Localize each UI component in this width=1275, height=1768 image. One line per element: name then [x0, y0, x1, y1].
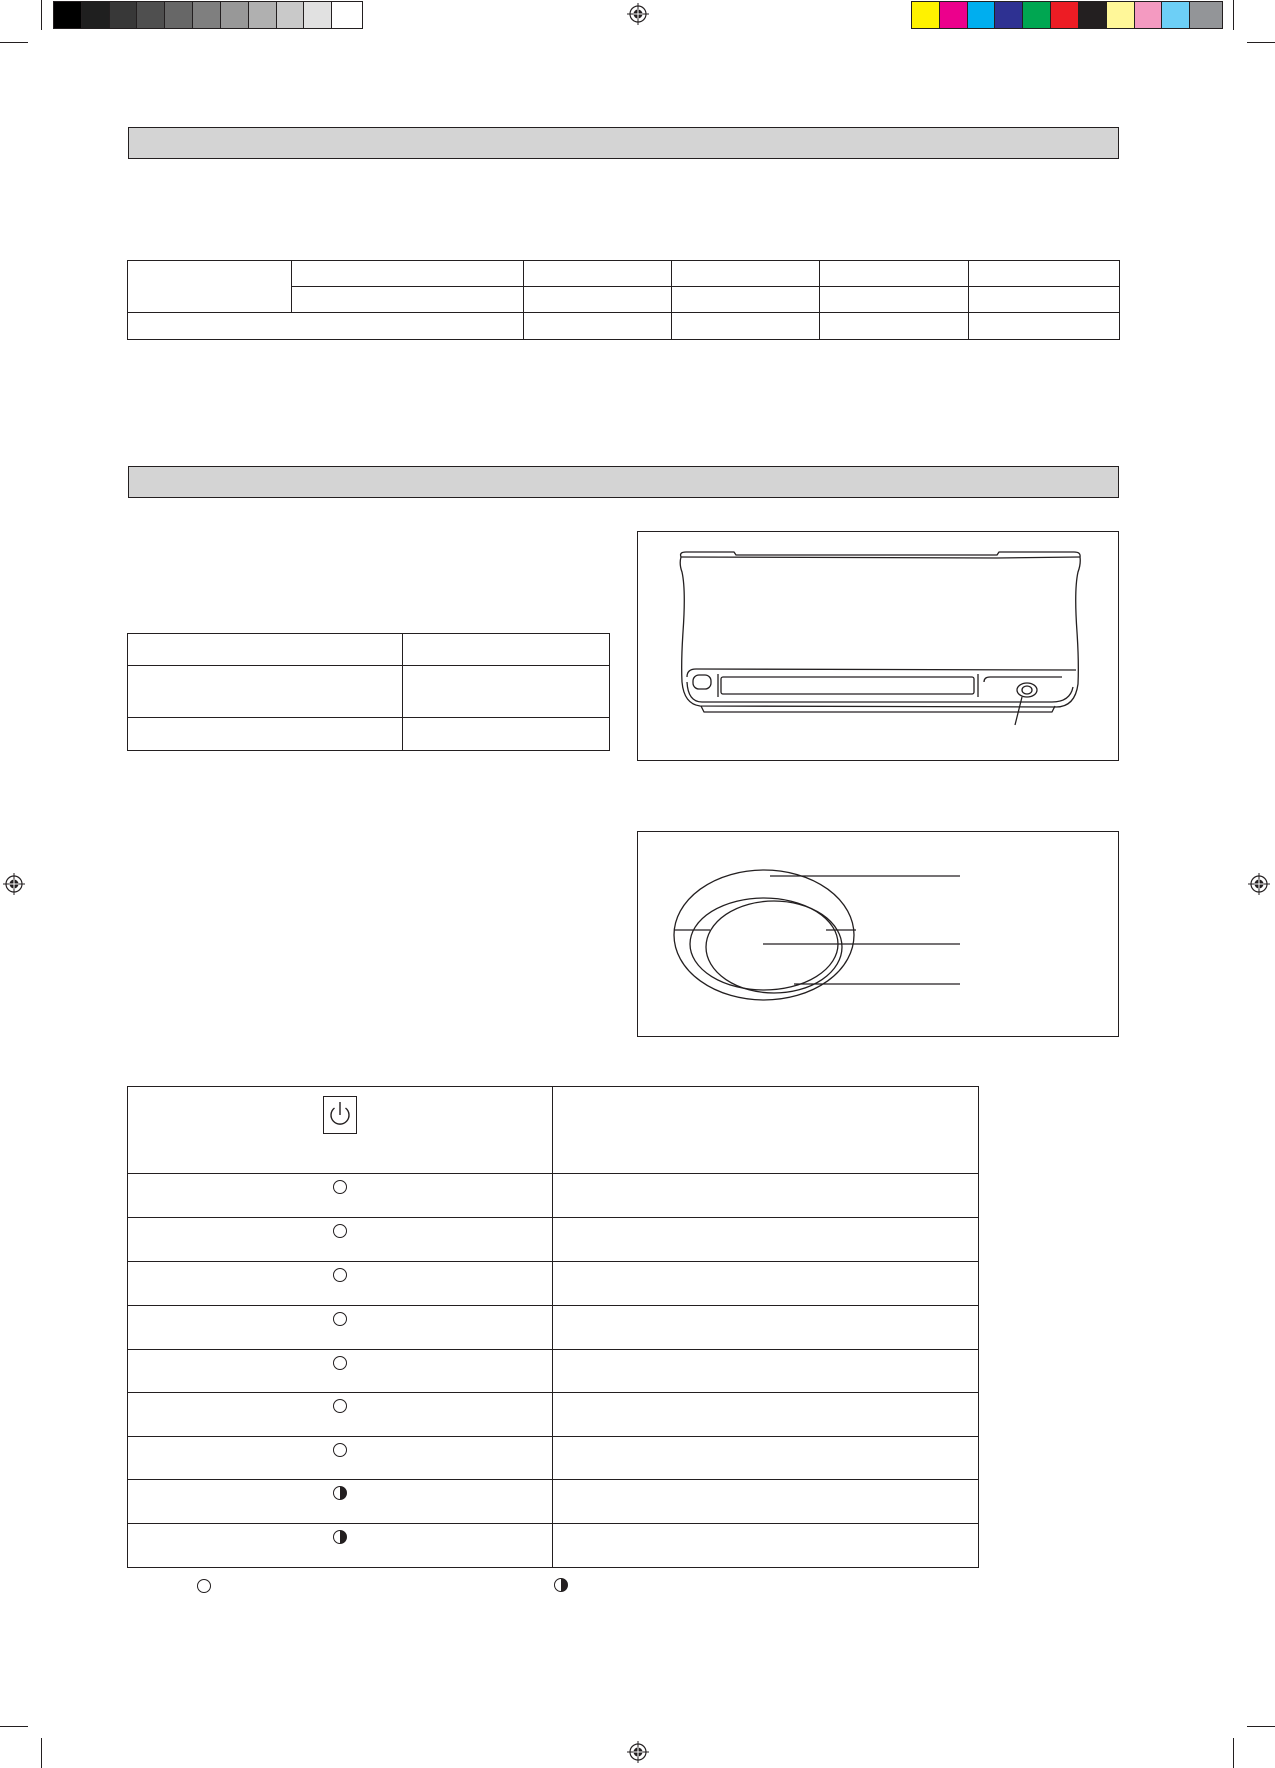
indicator-lamp-figure	[637, 831, 1119, 1037]
table-cell	[553, 1524, 979, 1568]
crop-mark	[1233, 1738, 1234, 1768]
lamp-off-icon	[333, 1268, 347, 1282]
table-row	[128, 313, 1120, 340]
lamp-off-icon	[333, 1356, 347, 1370]
indicator-lamp-icon	[638, 832, 1118, 1036]
indicator-table	[127, 1086, 979, 1568]
swatch	[1107, 2, 1135, 28]
crop-mark	[1247, 42, 1275, 43]
table-cell	[128, 1524, 553, 1568]
table-cell	[128, 1174, 553, 1218]
table-cell	[672, 313, 820, 340]
table-cell	[403, 666, 610, 718]
crop-mark	[1233, 0, 1234, 30]
color-bar	[911, 1, 1223, 29]
table-cell	[820, 313, 969, 340]
indoor-unit-icon	[638, 532, 1118, 760]
table-cell	[553, 1262, 979, 1306]
lamp-off-icon	[197, 1579, 211, 1593]
lamp-off-icon	[333, 1224, 347, 1238]
table-cell	[292, 261, 524, 287]
table-cell	[553, 1218, 979, 1262]
table-cell	[128, 1480, 553, 1524]
table-row	[128, 1480, 979, 1524]
table-cell	[553, 1087, 979, 1174]
lamp-off-icon	[333, 1399, 347, 1413]
crop-mark	[0, 1726, 28, 1727]
registration-mark-left	[3, 873, 25, 895]
table-cell	[128, 1218, 553, 1262]
swatch	[1135, 2, 1163, 28]
registration-mark-right	[1248, 873, 1270, 895]
table-cell	[128, 718, 403, 751]
swatch	[82, 2, 110, 28]
table-cell	[672, 287, 820, 313]
table-cell	[403, 718, 610, 751]
table-cell	[524, 261, 672, 287]
table-cell	[969, 261, 1120, 287]
table-cell	[292, 287, 524, 313]
lamp-blink-icon	[554, 1578, 568, 1592]
table-row	[128, 1524, 979, 1568]
swatch	[277, 2, 305, 28]
lamp-off-icon	[333, 1180, 347, 1194]
swatch	[1051, 2, 1079, 28]
table-row	[128, 1350, 979, 1393]
table-cell	[524, 287, 672, 313]
crop-mark	[0, 42, 28, 43]
table-cell	[553, 1437, 979, 1480]
lamp-off-icon	[333, 1312, 347, 1326]
crop-mark	[41, 0, 42, 30]
swatch	[54, 2, 82, 28]
swatch	[221, 2, 249, 28]
power-icon	[323, 1096, 357, 1134]
legend-off	[197, 1579, 219, 1593]
table-cell	[553, 1480, 979, 1524]
table-cell	[820, 287, 969, 313]
table-cell	[128, 1350, 553, 1393]
indoor-unit-figure	[637, 531, 1119, 761]
swatch	[1162, 2, 1190, 28]
swatch	[968, 2, 996, 28]
table-cell	[969, 313, 1120, 340]
swatch	[332, 2, 362, 28]
table-row	[128, 1306, 979, 1350]
table-cell	[553, 1306, 979, 1350]
table-row	[128, 1087, 979, 1174]
registration-mark-top	[627, 3, 649, 25]
lamp-blink-icon	[333, 1530, 347, 1544]
table-cell	[128, 1306, 553, 1350]
table-cell	[553, 1174, 979, 1218]
table-row	[128, 1262, 979, 1306]
swatch	[110, 2, 138, 28]
table-cell	[128, 1437, 553, 1480]
table-cell	[128, 666, 403, 718]
swatch	[940, 2, 968, 28]
table-cell	[128, 1087, 553, 1174]
swatch	[137, 2, 165, 28]
swatch	[165, 2, 193, 28]
table-cell	[128, 313, 524, 340]
spec-table	[127, 260, 1120, 340]
table-cell	[553, 1393, 979, 1437]
table-cell	[128, 1393, 553, 1437]
table-cell	[128, 634, 403, 666]
section-header	[128, 127, 1119, 159]
table-cell	[969, 287, 1120, 313]
small-table	[127, 633, 610, 751]
table-row	[128, 666, 610, 718]
table-cell	[524, 313, 672, 340]
table-cell	[128, 1262, 553, 1306]
swatch	[304, 2, 332, 28]
table-row	[128, 1174, 979, 1218]
table-row	[128, 718, 610, 751]
swatch	[1023, 2, 1051, 28]
swatch	[995, 2, 1023, 28]
table-row	[128, 1218, 979, 1262]
swatch	[1079, 2, 1107, 28]
legend-blink	[554, 1578, 576, 1592]
table-row	[128, 1437, 979, 1480]
table-cell	[553, 1350, 979, 1393]
swatch	[1190, 2, 1222, 28]
crop-mark	[41, 1738, 42, 1768]
table-cell	[672, 261, 820, 287]
table-cell	[820, 261, 969, 287]
lamp-blink-icon	[333, 1486, 347, 1500]
swatch	[193, 2, 221, 28]
swatch	[912, 2, 940, 28]
table-row	[128, 261, 1120, 287]
table-cell	[403, 634, 610, 666]
registration-mark-bottom	[627, 1741, 649, 1763]
grayscale-bar	[53, 1, 363, 29]
table-cell	[128, 261, 292, 313]
crop-mark	[1247, 1726, 1275, 1727]
table-row	[128, 634, 610, 666]
table-row	[128, 1393, 979, 1437]
lamp-off-icon	[333, 1443, 347, 1457]
swatch	[249, 2, 277, 28]
section-header	[128, 466, 1119, 498]
